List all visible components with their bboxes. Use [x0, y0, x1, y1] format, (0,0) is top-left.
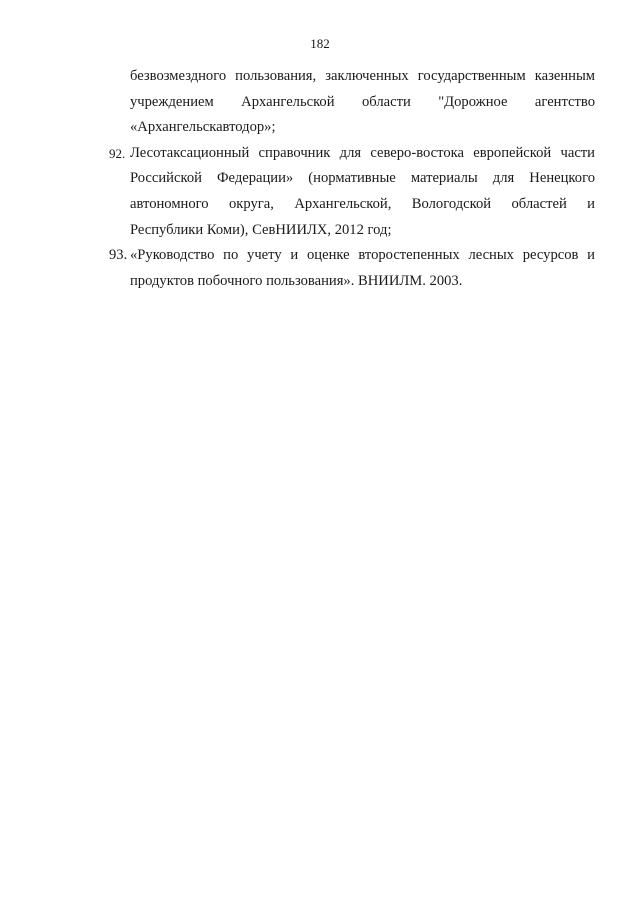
- reference-continuation: [109, 64, 595, 141]
- entry-number: 92.: [109, 145, 126, 161]
- entry-text: [130, 243, 595, 294]
- text-line: автономного округа, Архангельской, Вологодской областей и: [130, 195, 595, 212]
- text-line: «Архангельскавтодор»;: [130, 119, 276, 136]
- reference-list: [109, 64, 595, 294]
- page-number: 182: [310, 36, 330, 51]
- text-line: продуктов побочного пользования». ВНИИЛМ. 2003.: [130, 272, 463, 289]
- text-line: безвозмездного пользования, заключенных государственным казенным: [130, 68, 595, 84]
- reference-entry-92: [109, 141, 595, 243]
- text-line: учреждением Архангельской области "Дорожное агентство: [130, 93, 595, 110]
- entry-number: 93.: [109, 247, 128, 264]
- text-line: Российской Федерации» (нормативные материалы для Ненецкого: [130, 170, 595, 187]
- text-line: Лесотаксационный справочник для северо-востока европейской части: [130, 144, 595, 161]
- text-line: «Руководство по учету и оценке второстепенных лесных ресурсов и: [130, 247, 595, 264]
- text-line: Республики Коми), СевНИИЛХ, 2012 год;: [130, 221, 392, 238]
- reference-entry-93: [109, 243, 595, 294]
- entry-text: [130, 141, 595, 243]
